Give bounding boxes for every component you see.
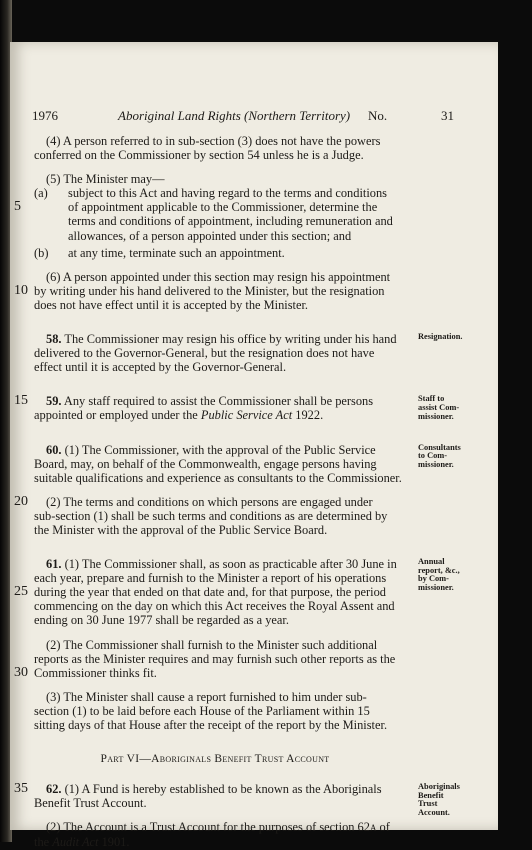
margin-note-line: Account. — [418, 807, 450, 817]
part-title: Aboriginals Benefit Trust Account — [151, 753, 330, 766]
section-58 — [34, 332, 463, 375]
text-line-content: The Commissioner may resign his office by writing under his hand — [61, 332, 397, 347]
margin-note-line: by Com- — [418, 574, 449, 584]
text-line: ending on 30 June 1977 shall be regarded as a year. — [34, 613, 289, 628]
text-line: (3) The Minister shall cause a report furnished to him under sub- — [46, 689, 367, 704]
running-header — [10, 108, 498, 126]
text-line: terms and conditions of appointment, including remuneration and — [68, 214, 393, 229]
text-line-content: (1) A Fund is hereby established to be known as the Aboriginals — [61, 782, 382, 797]
text-line: (6) A person appointed under this section may resign his appointment — [46, 269, 391, 284]
text-span: 1901. — [98, 835, 130, 850]
margin-note-staff — [418, 395, 498, 421]
section-59 — [14, 393, 460, 423]
line-number-35: 35 — [14, 781, 28, 797]
text-line: each year, prepare and furnish to the Minister a report of his operations — [34, 571, 387, 586]
text-span-small: A — [369, 823, 377, 834]
text-line — [34, 557, 396, 571]
paragraph-b — [34, 246, 396, 260]
section-number: 60. — [46, 442, 62, 457]
margin-note-line: Trust — [418, 799, 438, 809]
section-57-subsection-4 — [34, 134, 396, 162]
margin-note-line: missioner. — [418, 459, 454, 469]
text-span: appointed or employed under the — [34, 408, 201, 423]
text-line: allowances, of a person appointed under this section; and — [68, 228, 352, 243]
text-line: (4) A person referred to in sub-section (3) does not have the powers — [46, 134, 381, 148]
margin-note-line: Staff to — [418, 394, 445, 404]
text-line: sitting days of that House after the receipt of the report by the Minister. — [34, 718, 388, 732]
text-line — [34, 332, 396, 346]
section-62 — [14, 781, 460, 850]
text-line: suitable qualifications and experience as consultants to the Commissioner. — [34, 470, 402, 485]
section-61 — [14, 557, 460, 732]
margin-note-line: to Com- — [418, 451, 448, 461]
line-number-5: 5 — [14, 199, 21, 215]
text-line: the Minister with the approval of the Public Service Board. — [34, 522, 328, 537]
act-name: Audit Act — [52, 835, 99, 850]
margin-note-line: Annual — [418, 557, 445, 567]
line-number-25: 25 — [14, 584, 28, 600]
text-line-content: Any staff required to assist the Commissioner shall be persons — [61, 394, 374, 409]
text-line: commencing on the day on which this Act receives the Royal Assent and — [34, 599, 395, 614]
margin-note-annual-report — [418, 558, 498, 592]
text-line: section (1) to be laid before each House of the Parliament within 15 — [34, 703, 370, 718]
text-line: (5) The Minister may— — [46, 172, 165, 187]
text-line-content: Commissioner thinks fit. — [34, 665, 157, 680]
text-line — [14, 781, 396, 797]
margin-note-line: missioner. — [418, 411, 454, 421]
line-number-10: 10 — [14, 282, 28, 298]
margin-note-trust-account — [418, 783, 498, 817]
part-heading — [34, 752, 396, 766]
margin-note-resignation: Resignation. — [418, 332, 463, 342]
page-body — [10, 134, 498, 850]
margin-note-line: report, &c., — [418, 565, 460, 575]
text-line-content: by writing under his hand delivered to the Minister, but the resignation — [34, 283, 385, 298]
text-line-content: during the year that ended on that date and, for that purpose, the period — [34, 585, 386, 600]
section-60 — [14, 442, 461, 538]
margin-note-line: missioner. — [418, 582, 454, 592]
text-span: the — [34, 835, 53, 850]
text-line: at any time, terminate such an appointment. — [68, 245, 285, 260]
text-line — [14, 584, 396, 600]
part-dash: — — [139, 753, 152, 766]
text-line: reports as the Minister requires and may furnish such other reports as the — [34, 651, 396, 666]
header-year: 1976 — [32, 108, 58, 123]
text-line: (2) The Commissioner shall furnish to the Minister such additional — [46, 637, 378, 652]
margin-note-line: Consultants — [418, 442, 461, 452]
text-span: of — [376, 820, 390, 835]
paragraph-label: (a) — [34, 186, 48, 201]
line-number-15: 15 — [14, 393, 28, 409]
text-line: conferred on the Commissioner by section 54 unless he is a Judge. — [34, 148, 364, 163]
text-line: sub-section (1) shall be such terms and conditions as are determined by — [34, 508, 388, 523]
margin-note-line: Aboriginals — [418, 782, 460, 792]
text-line: subject to this Act and having regard to the terms and conditions — [68, 186, 387, 201]
text-line — [34, 443, 396, 457]
margin-note-line: assist Com- — [418, 402, 460, 412]
section-number: 58. — [46, 332, 62, 347]
margin-note-consultants — [418, 444, 498, 470]
line-number-30: 30 — [14, 664, 28, 680]
text-line — [14, 393, 396, 409]
text-span: (2) The Account is a Trust Account for the purposes of section 62 — [46, 820, 370, 835]
paragraph-a — [14, 186, 396, 243]
text-line: Board, may, on behalf of the Commonwealth, engage persons having — [34, 456, 377, 471]
text-line: does not have effect until it is accepted by the Minister. — [34, 297, 309, 312]
section-number: 61. — [46, 557, 62, 572]
text-line — [14, 199, 396, 215]
section-number: 62. — [46, 782, 62, 797]
part-label: Part VI — [100, 753, 140, 766]
text-line — [14, 664, 396, 680]
text-line — [34, 835, 396, 849]
text-line-content: (1) The Commissioner, with the approval of the Public Service — [61, 442, 376, 457]
text-line: effect until it is accepted by the Governor-General. — [34, 360, 287, 375]
text-line — [14, 493, 396, 509]
document-page — [10, 42, 498, 850]
header-act-title: Aboriginal Land Rights (Northern Territory) — [118, 108, 351, 123]
margin-note-line: Benefit — [418, 790, 444, 800]
section-number: 59. — [46, 394, 62, 409]
text-line: Benefit Trust Account. — [34, 796, 147, 811]
text-span: 1922. — [292, 408, 324, 423]
text-line-content: of appointment applicable to the Commissioner, determine the — [68, 200, 378, 215]
text-line-content: (1) The Commissioner shall, as soon as practicable after 30 June in — [61, 557, 397, 572]
section-57-subsection-6 — [14, 269, 396, 312]
header-no-label: No. — [368, 108, 388, 123]
line-number-20: 20 — [14, 493, 28, 509]
text-line — [34, 408, 396, 422]
text-line: delivered to the Governor-General, but the resignation does not have — [34, 346, 375, 361]
text-line — [14, 282, 396, 298]
page-number: 31 — [441, 108, 454, 123]
act-name: Public Service Act — [200, 408, 293, 423]
text-line — [34, 820, 396, 835]
text-line-content: (2) The terms and conditions on which persons are engaged under — [46, 494, 373, 509]
section-57-subsection-5 — [14, 172, 396, 260]
paragraph-label: (b) — [34, 245, 49, 260]
